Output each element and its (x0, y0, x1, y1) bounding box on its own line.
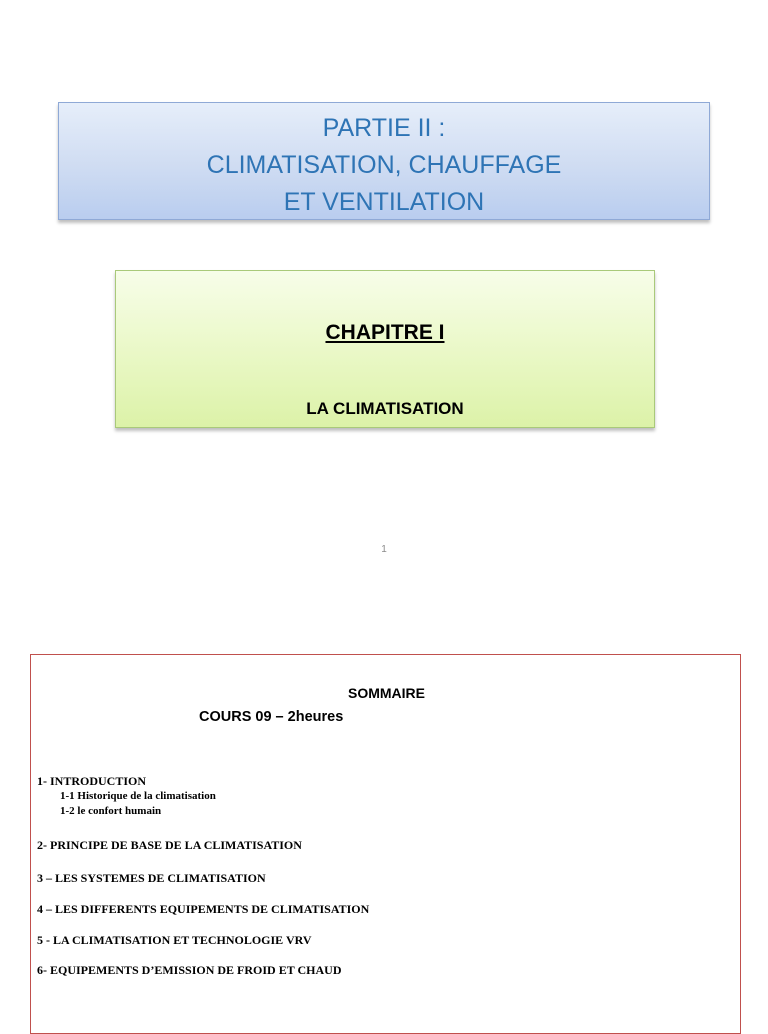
part-title-line-3: ET VENTILATION (283, 188, 485, 216)
summary-title: SOMMAIRE (348, 685, 425, 701)
page-number: 1 (381, 544, 387, 555)
toc-item-vrv: 5 - LA CLIMATISATION ET TECHNOLOGIE VRV (37, 933, 312, 947)
toc-item-equipements: 4 – LES DIFFERENTS EQUIPEMENTS DE CLIMATISATION (37, 902, 370, 916)
toc-item-principe: 2- PRINCIPE DE BASE DE LA CLIMATISATION (37, 838, 302, 852)
toc-item-emission: 6- EQUIPEMENTS D’EMISSION DE FROID ET CHAUD (37, 963, 342, 977)
course-info: COURS 09 – 2heures (199, 709, 344, 725)
part-title-line-2: CLIMATISATION, CHAUFFAGE (206, 151, 562, 179)
summary-box (30, 654, 741, 1034)
part-title-line-1: PARTIE II : (322, 114, 446, 142)
chapter-box (115, 270, 655, 428)
toc-subitem-historique: 1-1 Historique de la climatisation (60, 790, 216, 802)
toc-item-systemes: 3 – LES SYSTEMES DE CLIMATISATION (37, 871, 266, 885)
toc-item-introduction: 1- INTRODUCTION (37, 774, 147, 788)
part-title-box (58, 102, 710, 220)
toc-subitem-confort: 1-2 le confort humain (60, 805, 162, 817)
chapter-title: CHAPITRE I (325, 321, 445, 344)
chapter-subtitle: LA CLIMATISATION (306, 399, 464, 418)
